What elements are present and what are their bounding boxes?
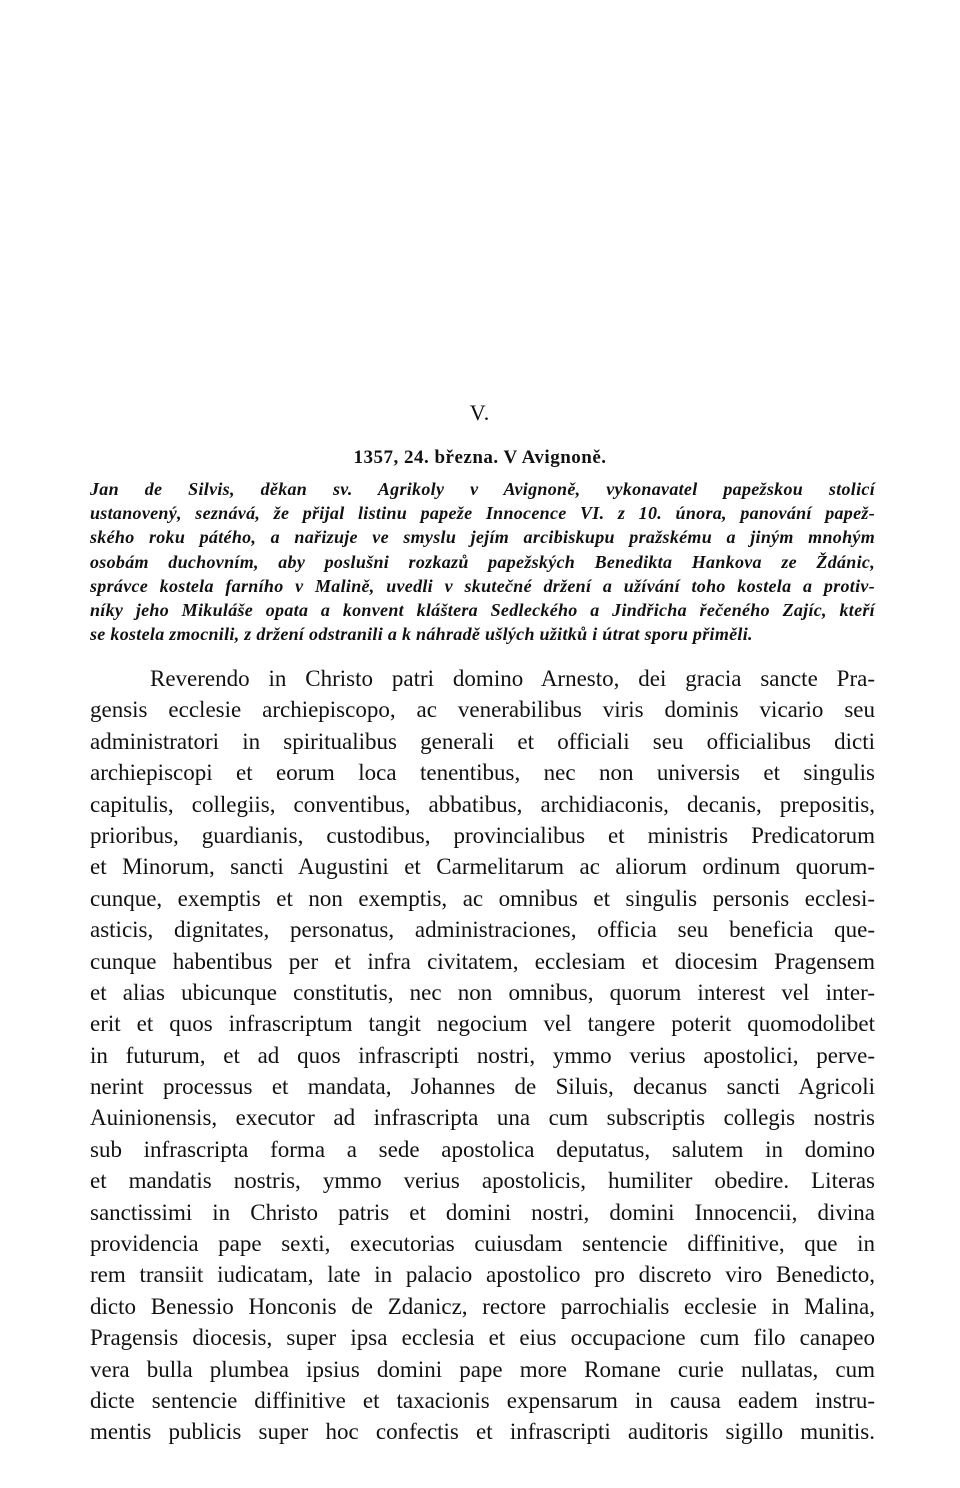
body-line: archiepiscopi et eorum loca tenentibus, nec non universis et singulis (90, 760, 875, 786)
body-line: Pragensis diocesis, super ipsa ecclesia et eius occupacione cum filo canapeo (90, 1325, 875, 1351)
body-line: rem transiit iudicatam, late in palacio apostolico pro discreto viro Benedicto, (90, 1262, 875, 1288)
body-line: cunque habentibus per et infra civitatem, ecclesiam et diocesim Pragensem (90, 948, 875, 974)
latin-body-text (90, 663, 875, 1448)
body-line: dicto Benessio Honconis de Zdanicz, rectore parrochialis ecclesie in Malina, (90, 1293, 875, 1319)
body-line: providencia pape sexti, executorias cuiusdam sentencie diffinitive, que in (90, 1231, 875, 1257)
body-line: mentis publicis super hoc confectis et infrascripti auditoris sigillo munitis. (90, 1419, 875, 1445)
summary-line: osobám duchovním, aby poslušni rozkazů papežských Benedikta Hankova ze Ždánic, (90, 551, 875, 572)
summary-line: se kostela zmocnili, z držení odstranili a k náhradě ušlých užitků i útrat sporu přiměli. (90, 624, 753, 645)
body-line: capitulis, collegiis, conventibus, abbatibus, archidiaconis, decanis, prepositis, (90, 791, 875, 817)
body-line: gensis ecclesie archiepiscopo, ac venerabilibus viris dominis vicario seu (90, 697, 875, 723)
body-line: dicte sentencie diffinitive et taxacionis expensarum in causa eadem instru- (90, 1387, 875, 1413)
summary-line: ustanovený, seznává, že přijal listinu papeže Innocence VI. z 10. února, panování papež- (90, 503, 875, 524)
summary-line: Jan de Silvis, děkan sv. Agrikoly v Avignoně, vykonavatel papežskou stolicí (90, 479, 875, 499)
body-line: Auinionensis, executor ad infrascripta una cum subscriptis collegis nostris (90, 1105, 875, 1131)
document-number: V. (469, 400, 491, 425)
body-line: in futurum, et ad quos infrascripti nostri, ymmo verius apostolici, perve- (90, 1042, 875, 1068)
body-line: vera bulla plumbea ipsius domini pape more Romane curie nullatas, cum (90, 1356, 875, 1382)
summary-line: níky jeho Mikuláše opata a konvent kláštera Sedleckého a Jindřicha řečeného Zajíc, kteří (90, 599, 875, 620)
body-line: erit et quos infrascriptum tangit negocium vel tangere poterit quomodolibet (90, 1011, 875, 1037)
summary-line: ského roku pátého, a nařizuje ve smyslu jejím arcibiskupu pražskému a jiným mnohým (90, 527, 875, 548)
body-line: nerint processus et mandata, Johannes de Siluis, decanus sancti Agricoli (90, 1074, 875, 1100)
body-line: prioribus, guardianis, custodibus, provincialibus et ministris Predicatorum (90, 822, 875, 848)
body-line: Reverendo in Christo patri domino Arnesto, dei gracia sancte Pra- (150, 666, 875, 691)
body-line: sub infrascripta forma a sede apostolica deputatus, salutem in domino (90, 1136, 875, 1162)
summary-line: správce kostela farního v Malině, uvedli v skutečné držení a užívání toho kostela a protiv- (90, 575, 875, 596)
date-place-line: 1357, 24. března. V Avignoně. (353, 447, 607, 468)
body-line: et alias ubicunque constitutis, nec non omnibus, quorum interest vel inter- (90, 979, 875, 1005)
body-line: et Minorum, sancti Augustini et Carmelitarum ac aliorum ordinum quorum- (90, 854, 875, 880)
body-line: cunque, exemptis et non exemptis, ac omnibus et singulis personis ecclesi- (90, 885, 875, 911)
body-line: et mandatis nostris, ymmo verius apostolicis, humiliter obedire. Literas (90, 1168, 875, 1194)
body-line: sanctissimi in Christo patris et domini nostri, domini Innocencii, divina (90, 1199, 875, 1225)
body-line: administratori in spiritualibus generali et officiali seu officialibus dicti (90, 728, 875, 754)
czech-summary (90, 477, 875, 646)
body-line: asticis, dignitates, personatus, administraciones, officia seu beneficia que- (90, 917, 875, 943)
